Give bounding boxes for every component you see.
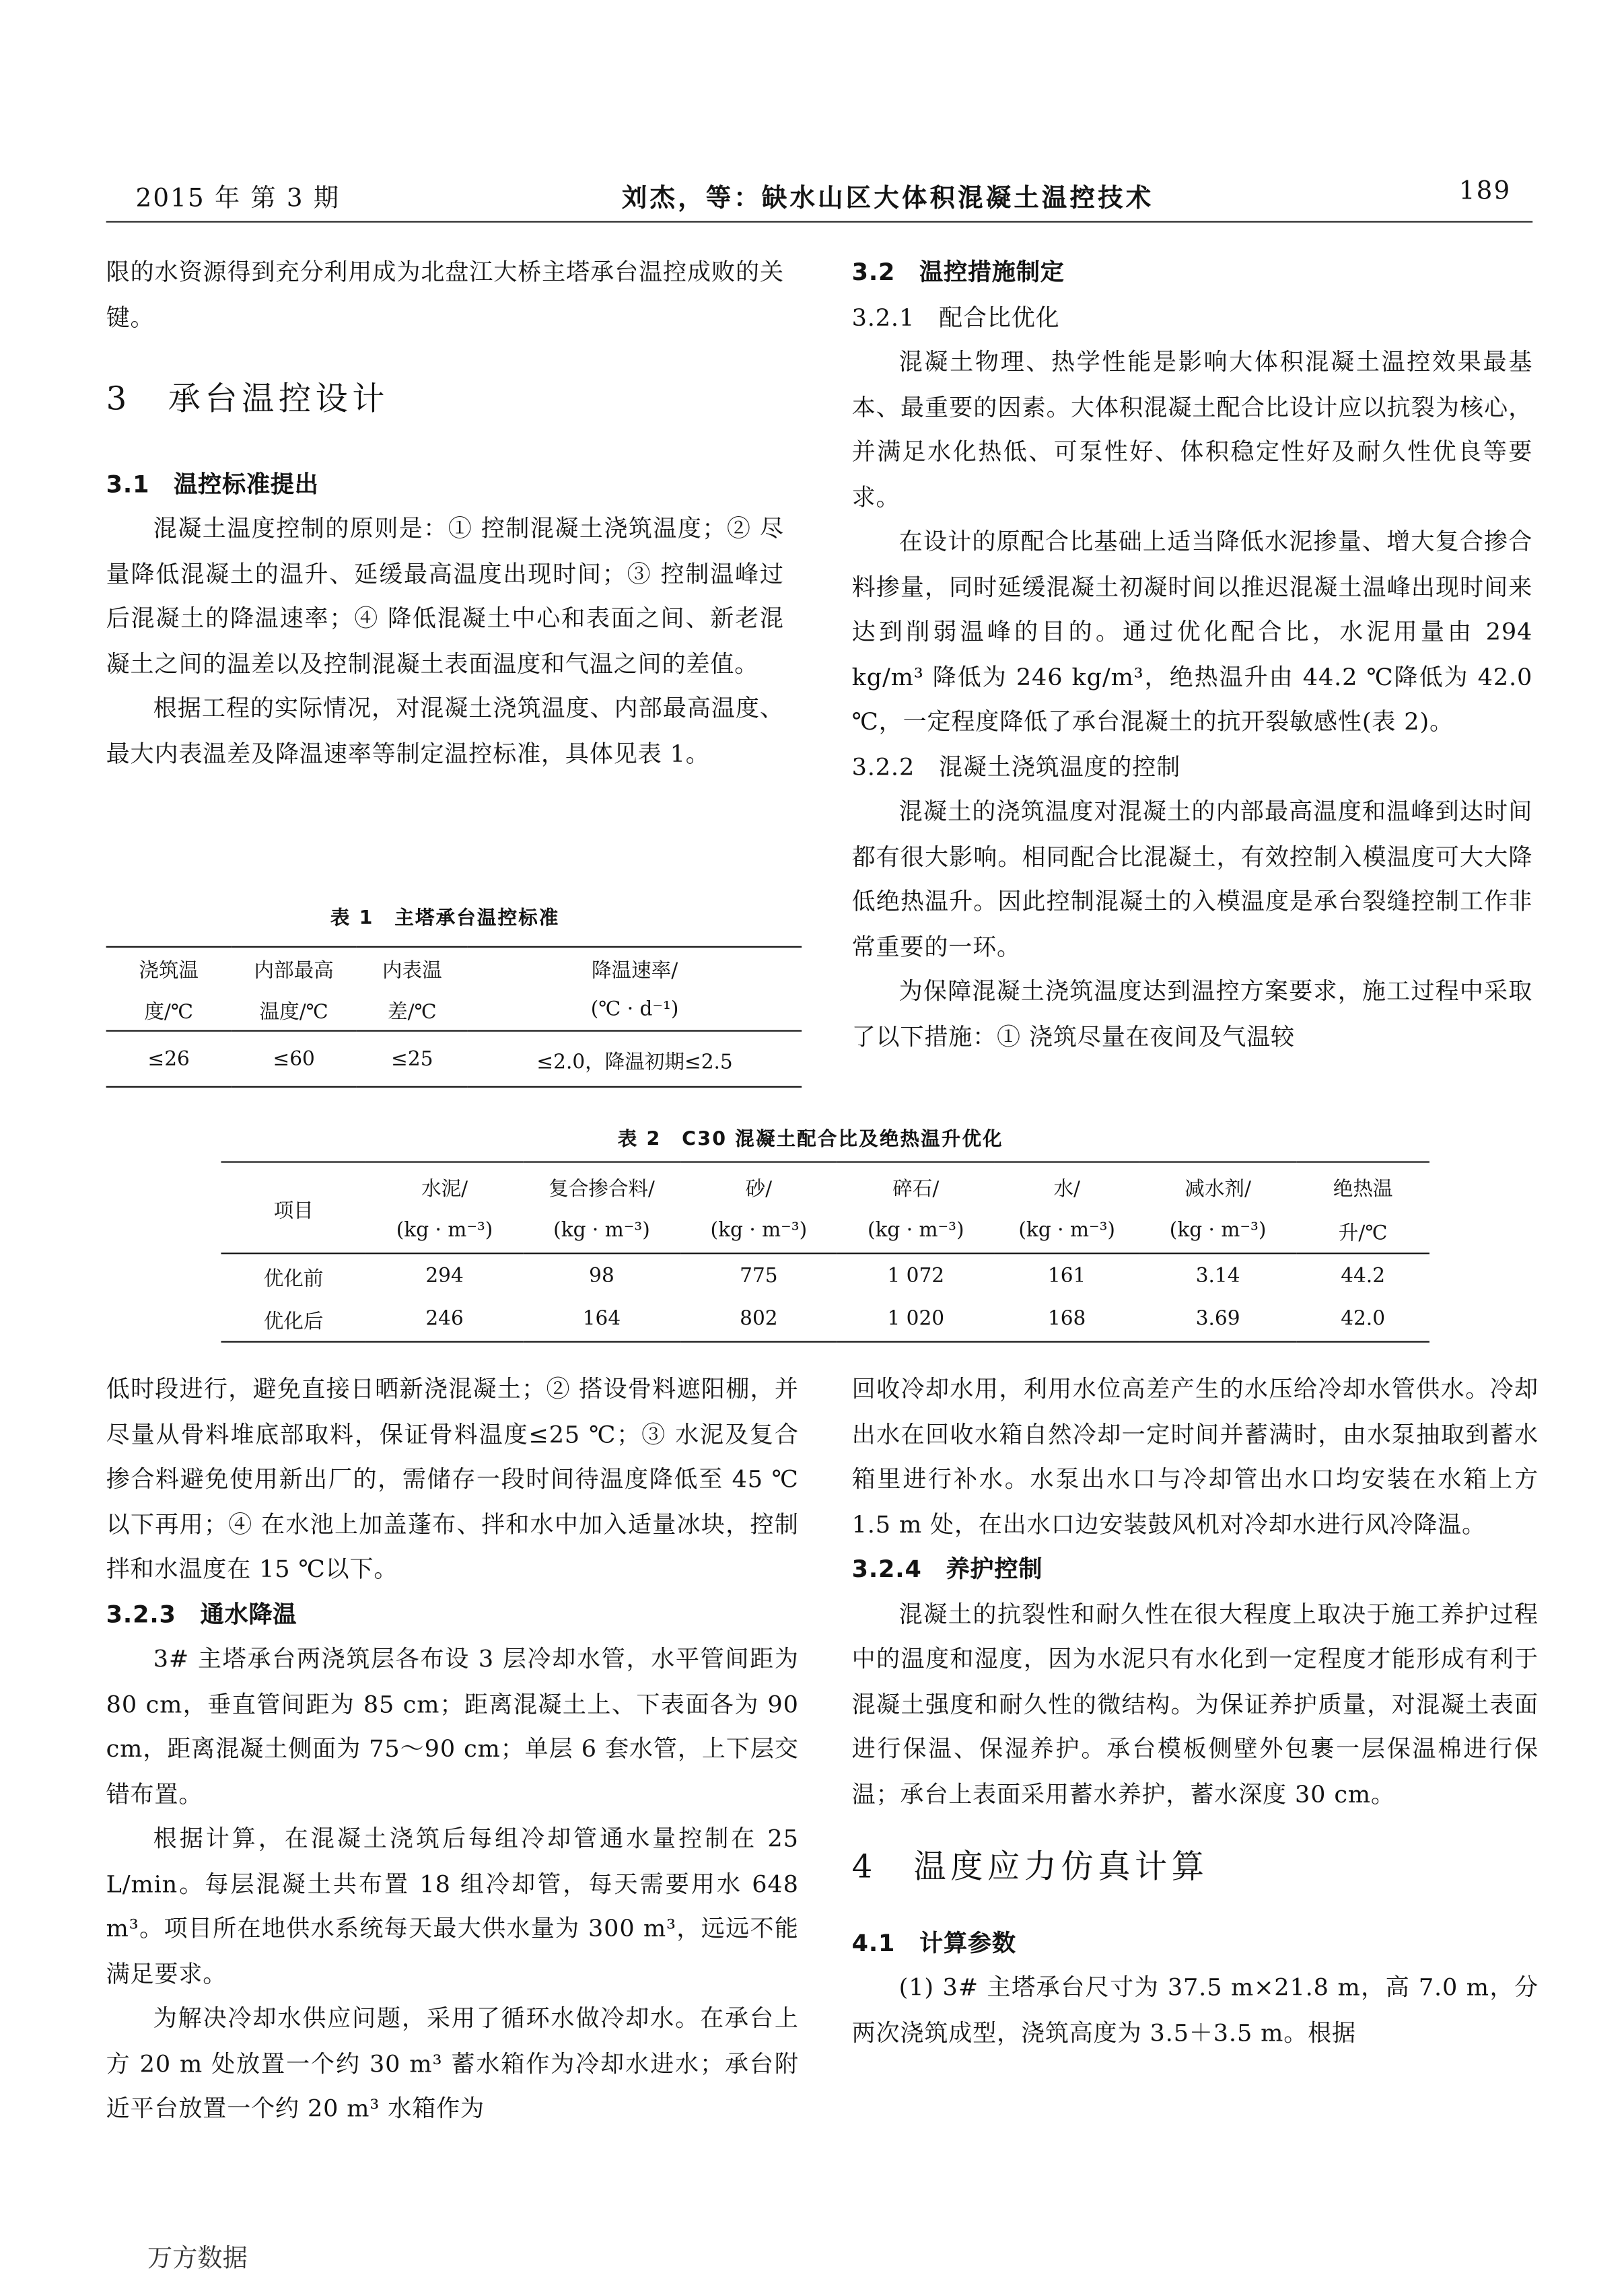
table-2-cell: 775 [680, 1253, 837, 1298]
paragraph-3-2-3-a: 3# 主塔承台两浇筑层各布设 3 层冷却水管，水平管间距为 80 cm，垂直管间距为 85 cm；距离混凝土上、下表面各为 90 cm，距离混凝土侧面为 75～90 cm；单层 6 套水管，上下层交错布置。 [106, 1644, 799, 1808]
table-2-header-unit: (kg · m⁻³) [867, 1219, 964, 1243]
table-2-cell: 44.2 [1296, 1253, 1429, 1298]
table-1-header-unit: (℃ · d⁻¹) [590, 997, 679, 1022]
paragraph-3-2-4-a: 混凝土的抗裂性和耐久性在很大程度上取决于施工养护过程中的温度和湿度，因为水泥只有水化到一定程度才能形成有利于混凝土强度和耐久性的微结构。为保证养护质量，对混凝土表面进行保温、保湿养护。承台模板侧壁外包裹一层保温棉进行保温；承台上表面采用蓄水养护，蓄水深度 30 cm。 [851, 1599, 1539, 1808]
section-3-1-heading: 3.1 温控标准提出 [106, 469, 319, 497]
table-1-header: 降温速率/ [468, 947, 802, 989]
section-3-2-4-heading: 3.2.4 养护控制 [851, 1555, 1043, 1583]
table-2 [221, 1161, 1429, 1342]
table-2-header: 水/ [994, 1162, 1139, 1209]
paragraph-4-1-a: (1) 3# 主塔承台尺寸为 37.5 m×21.8 m，高 7.0 m，分两次浇筑成型，浇筑高度为 3.5＋3.5 m。根据 [851, 1973, 1539, 2047]
table-1-header: 内表温 [357, 947, 468, 989]
table-2-cell: 1 072 [837, 1253, 994, 1298]
table-2-cell: 42.0 [1296, 1298, 1429, 1342]
table-2-header: 复合掺合料/ [523, 1162, 680, 1209]
table-2-cell: 98 [523, 1253, 680, 1298]
table-1-header: 浇筑温 [106, 947, 232, 989]
table-2-caption: 表 2 C30 混凝土配合比及绝热温升优化 [617, 1129, 1003, 1152]
table-1-cell: ≤2.0，降温初期≤2.5 [468, 1031, 802, 1087]
table-2-header-item: 项目 [221, 1162, 365, 1253]
section-3-2-2-heading: 3.2.2 混凝土浇筑温度的控制 [851, 752, 1181, 781]
paragraph-3-2-1-a: 混凝土物理、热学性能是影响大体积混凝土温控效果最基本、最重要的因素。大体积混凝土配合比设计应以抗裂为核心，并满足水化热低、可泵性好、体积稳定性好及耐久性优良等要求。 [851, 347, 1533, 511]
paragraph-3-2-3-c: 为解决冷却水供应问题，采用了循环水做冷却水。在承台上方 20 m 处放置一个约 30 m³ 蓄水箱作为冷却水进水；承台附近平台放置一个约 20 m³ 水箱作为 [106, 2004, 799, 2123]
table-2-cell: 802 [680, 1298, 837, 1342]
table-2-header-unit: (kg · m⁻³) [710, 1219, 808, 1243]
header-page-number: 189 [1458, 176, 1512, 207]
paragraph-3-1-a: 混凝土温度控制的原则是：① 控制混凝土浇筑温度；② 尽量降低混凝土的温升、延缓最高温度出现时间；③ 控制温峰过后混凝土的降温速率；④ 降低混凝土中心和表面之间、新老混凝土之间的温差以及控制混凝土表面温度和气温之间的差值。 [106, 514, 784, 678]
table-2-cell: 1 020 [837, 1298, 994, 1342]
header-title: 刘杰，等：缺水山区大体积混凝土温控技术 [622, 184, 1154, 214]
section-4-1-heading: 4.1 计算参数 [851, 1928, 1016, 1957]
paragraph-continuation-measures: 低时段进行，避免直接日晒新浇混凝土；② 搭设骨料遮阳棚，并尽量从骨料堆底部取料，保证骨料温度≤25 ℃；③ 水泥及复合掺合料避免使用新出厂的，需储存一段时间待温度降低至 45 ℃以下再用；④ 在水池上加盖蓬布、拌和水中加入适量冰块，控制拌和水温度在 15 ℃以下。 [106, 1374, 799, 1583]
section-3-2-1-heading: 3.2.1 配合比优化 [851, 302, 1060, 331]
paragraph-3-2-2-a: 混凝土的浇筑温度对混凝土的内部最高温度和温峰到达时间都有很大影响。相同配合比混凝土，有效控制入模温度可大大降低绝热温升。因此控制混凝土的入模温度是承台裂缝控制工作非常重要的一环。 [851, 797, 1533, 960]
table-1-cell: ≤60 [232, 1031, 357, 1087]
table-2-row-label: 优化后 [221, 1298, 365, 1342]
table-2-cell: 168 [994, 1298, 1139, 1342]
right-column-top [852, 250, 1533, 1059]
header-issue: 2015 年 第 3 期 [135, 184, 341, 214]
paragraph-3-2-3-b: 根据计算，在混凝土浇筑后每组冷却管通水量控制在 25 L/min。每层混凝土共布置 18 组冷却管，每天需要用水 648 m³。项目所在地供水系统每天最大供水量为 300 m³，远远不能满足要求。 [106, 1824, 799, 1987]
table-1-header-unit: 温度/℃ [259, 1000, 328, 1024]
table-1 [106, 946, 802, 1088]
table-2-header-unit: (kg · m⁻³) [1018, 1219, 1115, 1243]
table-2-header: 减水剂/ [1139, 1162, 1296, 1209]
left-column-bottom [106, 1368, 799, 2132]
table-2-header-unit: 升/℃ [1338, 1222, 1388, 1246]
header-rule [106, 221, 1533, 222]
table-2-cell: 3.69 [1139, 1298, 1296, 1342]
paragraph-3-1-b: 根据工程的实际情况，对混凝土浇筑温度、内部最高温度、最大内表温差及降温速率等制定温控标准，具体见表 1。 [106, 694, 784, 767]
table-1-caption: 表 1 主塔承台温控标准 [330, 907, 560, 930]
table-2-cell: 164 [523, 1298, 680, 1342]
table-1-header-unit: 度/℃ [144, 1000, 193, 1024]
paragraph-continuation-cooling: 回收冷却水用，利用水位高差产生的水压给冷却水管供水。冷却出水在回收水箱自然冷却一定时间并蓄满时，由水泵抽取到蓄水箱里进行补水。水泵出水口与冷却管出水口均安装在水箱上方 1.5 m 处，在出水口边安装鼓风机对冷却水进行风冷降温。 [851, 1374, 1539, 1538]
table-1-cell: ≤26 [106, 1031, 232, 1087]
table-2-cell: 294 [366, 1253, 523, 1298]
table-2-header-unit: (kg · m⁻³) [396, 1219, 493, 1243]
table-2-row-label: 优化前 [221, 1253, 365, 1298]
table-1-header: 内部最高 [232, 947, 357, 989]
right-column-bottom [852, 1368, 1539, 2056]
table-2-cell: 161 [994, 1253, 1139, 1298]
table-2-header: 水泥/ [366, 1162, 523, 1209]
footer-watermark: 万方数据 [147, 2244, 248, 2274]
table-2-cell: 246 [366, 1298, 523, 1342]
section-4-heading: 4 温度应力仿真计算 [851, 1849, 1209, 1887]
table-2-cell: 3.14 [1139, 1253, 1296, 1298]
table-1-header-unit: 差/℃ [388, 1000, 437, 1024]
table-2-header-unit: (kg · m⁻³) [1169, 1219, 1267, 1243]
table-1-cell: ≤25 [357, 1031, 468, 1087]
table-2-header: 绝热温 [1296, 1162, 1429, 1209]
section-3-2-3-heading: 3.2.3 通水降温 [106, 1599, 297, 1628]
paragraph-3-2-1-b: 在设计的原配合比基础上适当降低水泥掺量、增大复合掺合料掺量，同时延缓混凝土初凝时间以推迟混凝土温峰出现时间来达到削弱温峰的目的。通过优化配合比，水泥用量由 294 kg/m³ 降低为 246 kg/m³，绝热温升由 44.2 ℃降低为 42.0 ℃，一定程度降低了承台混凝土的抗开裂敏感性(表 2)。 [851, 527, 1533, 736]
paragraph-3-2-2-b: 为保障混凝土浇筑温度达到温控方案要求，施工过程中采取了以下措施：① 浇筑尽量在夜间及气温较 [851, 977, 1533, 1051]
table-2-header: 砂/ [680, 1162, 837, 1209]
table-2-header: 碎石/ [837, 1162, 994, 1209]
paragraph-continuation: 限的水资源得到充分利用成为北盘江大桥主塔承台温控成败的关键。 [106, 258, 784, 331]
table-2-header-unit: (kg · m⁻³) [553, 1219, 650, 1243]
section-3-2-heading: 3.2 温控措施制定 [851, 258, 1065, 286]
section-3-heading: 3 承台温控设计 [106, 382, 390, 419]
left-column-top [106, 250, 784, 777]
